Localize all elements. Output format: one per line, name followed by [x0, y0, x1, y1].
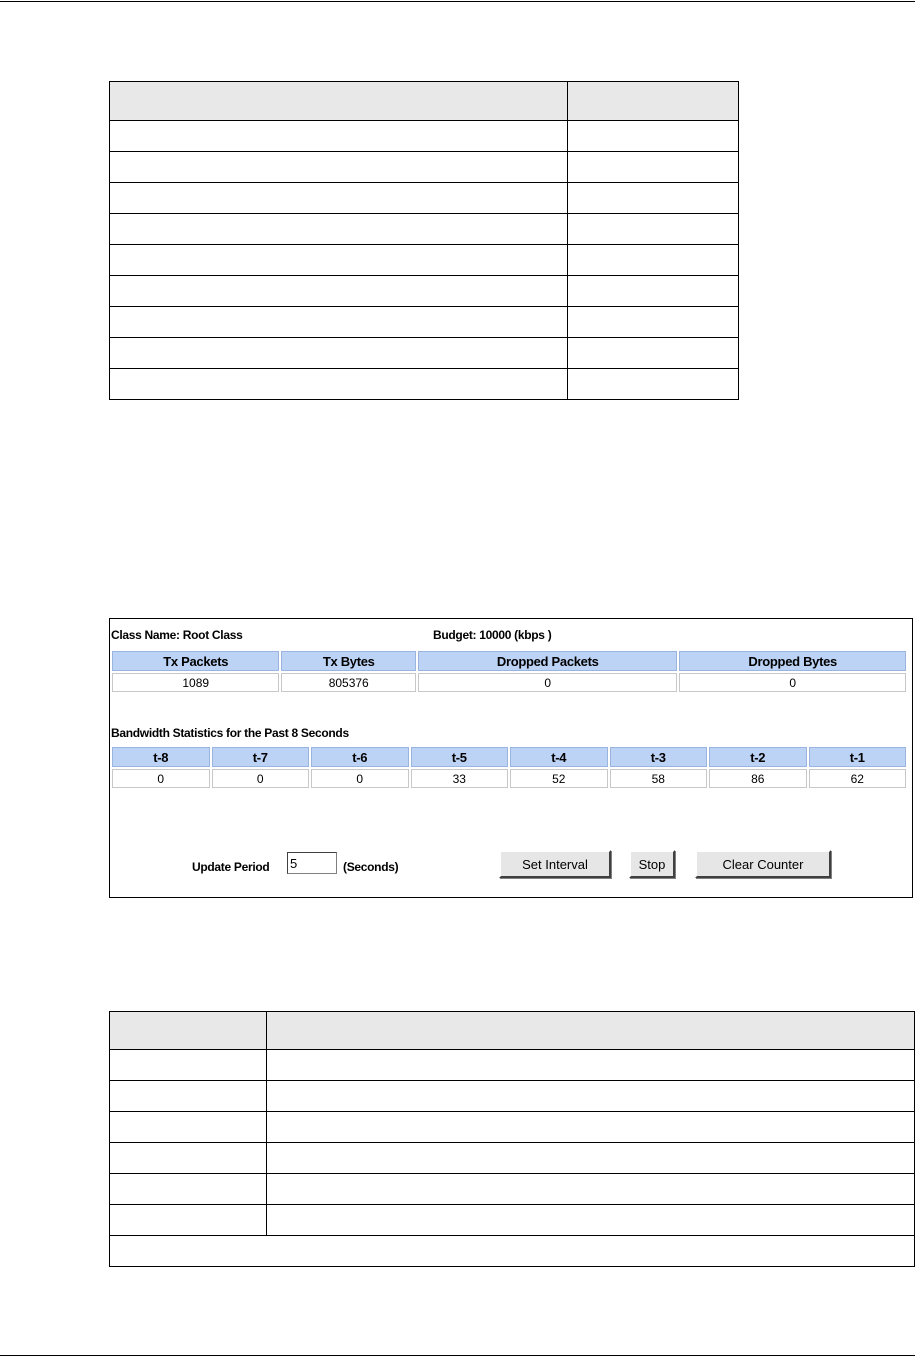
table-cell — [568, 183, 739, 214]
table-cell — [110, 121, 568, 152]
dropped-bytes-value: 0 — [679, 673, 906, 692]
counters-table — [110, 649, 908, 694]
table-cell — [267, 1081, 915, 1112]
table-cell — [110, 307, 568, 338]
class-name-label: Class Name: Root Class — [111, 628, 243, 642]
update-period-input[interactable] — [287, 852, 337, 874]
table-cell — [110, 1112, 267, 1143]
table-cell — [568, 276, 739, 307]
table-cell — [110, 214, 568, 245]
column-header-t-5: t-5 — [411, 747, 509, 767]
bandwidth-value-cell: 0 — [212, 769, 310, 788]
table-cell — [110, 1050, 267, 1081]
column-header-t-2: t-2 — [709, 747, 807, 767]
update-period-label: Update Period — [192, 860, 270, 874]
tx-packets-value: 1089 — [112, 673, 279, 692]
table-row — [110, 183, 739, 214]
table-row — [110, 1174, 915, 1205]
page-header-rule — [0, 1, 915, 2]
bandwidth-value-cell: 62 — [809, 769, 907, 788]
table-header-cell — [267, 1012, 915, 1050]
table-row — [110, 338, 739, 369]
table-cell — [110, 245, 568, 276]
page-footer-rule — [0, 1355, 915, 1356]
table-footer-row — [110, 1236, 915, 1267]
table-cell — [568, 307, 739, 338]
bandwidth-value-cell: 33 — [411, 769, 509, 788]
column-header-t-1: t-1 — [809, 747, 907, 767]
table-cell — [267, 1050, 915, 1081]
table-cell — [568, 121, 739, 152]
stop-button[interactable]: Stop — [629, 850, 675, 878]
bandwidth-value-cell: 52 — [510, 769, 608, 788]
table-cell — [110, 152, 568, 183]
column-header-t-7: t-7 — [212, 747, 310, 767]
column-header-t-3: t-3 — [610, 747, 708, 767]
table-cell — [267, 1205, 915, 1236]
table-cell — [110, 338, 568, 369]
update-period-unit: (Seconds) — [343, 860, 399, 874]
reference-table-bottom — [109, 1011, 915, 1267]
table-row — [110, 1050, 915, 1081]
column-header-t-8: t-8 — [112, 747, 210, 767]
table-row — [110, 121, 739, 152]
table-cell — [110, 276, 568, 307]
table-cell — [568, 369, 739, 400]
table-row — [110, 369, 739, 400]
bandwidth-table — [110, 745, 908, 790]
table-row — [110, 307, 739, 338]
table-cell — [110, 1081, 267, 1112]
table-cell — [110, 369, 568, 400]
column-header-dropped-bytes: Dropped Bytes — [679, 651, 906, 671]
bandwidth-value-row — [112, 769, 906, 788]
column-header-tx-packets: Tx Packets — [112, 651, 279, 671]
tx-bytes-value: 805376 — [281, 673, 416, 692]
table-row — [110, 1112, 915, 1143]
dropped-packets-value: 0 — [418, 673, 677, 692]
table-cell — [267, 1143, 915, 1174]
bandwidth-value-cell: 86 — [709, 769, 807, 788]
reference-table-top — [109, 81, 739, 400]
table-row — [110, 1081, 915, 1112]
table-row — [110, 276, 739, 307]
table-cell — [110, 183, 568, 214]
budget-label: Budget: 10000 (kbps ) — [433, 628, 552, 642]
table-row — [110, 214, 739, 245]
column-header-t-6: t-6 — [311, 747, 409, 767]
table-header-cell — [110, 82, 568, 121]
table-row — [110, 152, 739, 183]
table-cell — [568, 152, 739, 183]
table-header-row — [110, 1012, 915, 1050]
table-cell — [110, 1205, 267, 1236]
table-cell — [568, 214, 739, 245]
column-header-dropped-packets: Dropped Packets — [418, 651, 677, 671]
clear-counter-button[interactable]: Clear Counter — [695, 850, 831, 878]
column-header-tx-bytes: Tx Bytes — [281, 651, 416, 671]
counters-header-row — [112, 651, 906, 671]
table-cell — [267, 1112, 915, 1143]
bandwidth-title: Bandwidth Statistics for the Past 8 Seconds — [111, 726, 349, 740]
table-footer-cell — [110, 1236, 915, 1267]
counters-value-row — [112, 673, 906, 692]
table-cell — [110, 1174, 267, 1205]
table-row — [110, 245, 739, 276]
column-header-t-4: t-4 — [510, 747, 608, 767]
table-header-cell — [110, 1012, 267, 1050]
bandwidth-value-cell: 58 — [610, 769, 708, 788]
table-row — [110, 1205, 915, 1236]
table-cell — [568, 338, 739, 369]
table-cell — [568, 245, 739, 276]
table-header-cell — [568, 82, 739, 121]
table-header-row — [110, 82, 739, 121]
bandwidth-header-row — [112, 747, 906, 767]
set-interval-button[interactable]: Set Interval — [499, 850, 611, 878]
bandwidth-value-cell: 0 — [112, 769, 210, 788]
table-cell — [267, 1174, 915, 1205]
table-row — [110, 1143, 915, 1174]
bandwidth-value-cell: 0 — [311, 769, 409, 788]
class-statistics-screenshot — [109, 618, 913, 898]
table-cell — [110, 1143, 267, 1174]
